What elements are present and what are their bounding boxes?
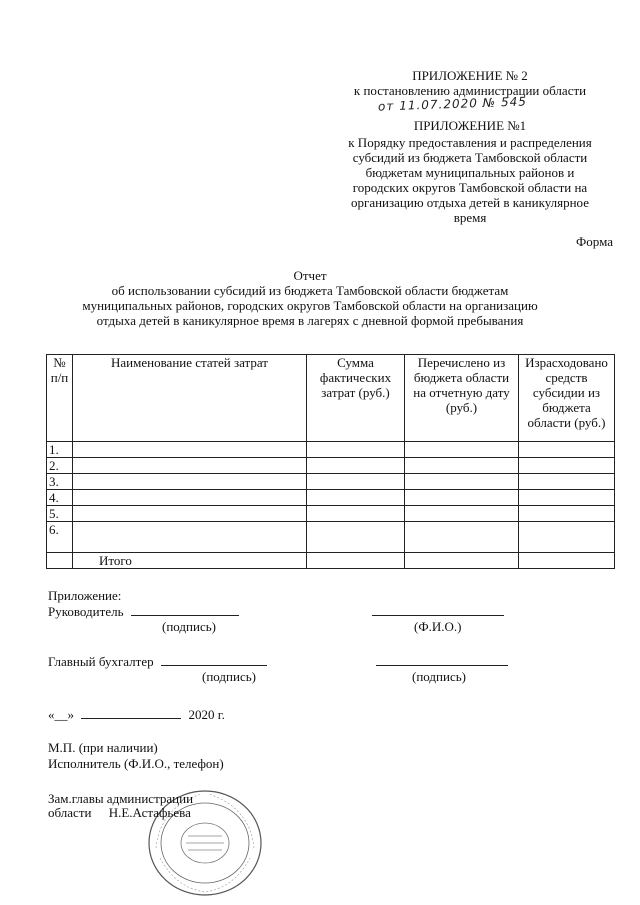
cell-spent[interactable]	[519, 474, 615, 490]
appendix-1-line: бюджетам муниципальных районов и	[365, 165, 575, 180]
total-spent[interactable]	[519, 553, 615, 569]
cell-transferred[interactable]	[405, 490, 519, 506]
date-month-field[interactable]	[81, 706, 181, 719]
cell-item[interactable]	[73, 442, 307, 458]
report-line: отдыха детей в каникулярное время в лагерях с дневной формой пребывания	[96, 313, 524, 328]
row-number: 1.	[47, 442, 73, 458]
table-row	[47, 506, 615, 522]
head-signature-caption: (подпись)	[162, 619, 216, 634]
head-signature-field[interactable]	[131, 603, 239, 616]
date-line	[48, 706, 225, 723]
date-day: «__»	[48, 707, 74, 722]
date-year: 2020 г.	[188, 707, 225, 722]
total-actual[interactable]	[307, 553, 405, 569]
cell-transferred[interactable]	[405, 474, 519, 490]
cell-actual[interactable]	[307, 458, 405, 474]
head-label: Руководитель	[48, 604, 124, 619]
appendix-1-line: к Порядку предоставления и распределения	[348, 135, 592, 150]
row-number: 4.	[47, 490, 73, 506]
cell-item[interactable]	[73, 490, 307, 506]
table-row	[47, 522, 615, 553]
handwritten-date: от 11.07.2020 № 545	[377, 94, 528, 114]
appendix-1-block	[330, 118, 610, 225]
col-header-actual-sum: Сумма фактических затрат (руб.)	[307, 355, 405, 442]
accountant-caption-left: (подпись)	[202, 669, 256, 684]
total-transferred[interactable]	[405, 553, 519, 569]
cell-spent[interactable]	[519, 442, 615, 458]
total-number-cell	[47, 553, 73, 569]
cell-transferred[interactable]	[405, 522, 519, 553]
col-header-transferred: Перечислено из бюджета области на отчетную дату (руб.)	[405, 355, 519, 442]
appendix-1-line: субсидий из бюджета Тамбовской области	[352, 150, 588, 165]
deputy-name: Н.Е.Астафьева	[108, 805, 191, 820]
accountant-caption-right: (подпись)	[412, 669, 466, 684]
report-title: Отчет	[293, 268, 327, 283]
row-number: 5.	[47, 506, 73, 522]
expense-table	[46, 354, 615, 569]
appendix-2-block	[330, 68, 610, 98]
cell-transferred[interactable]	[405, 506, 519, 522]
deputy-block	[48, 792, 193, 820]
accountant-label: Главный бухгалтер	[48, 654, 154, 669]
deputy-region-line	[48, 806, 193, 820]
cell-actual[interactable]	[307, 474, 405, 490]
table-row	[47, 458, 615, 474]
appendix-1-line: организацию отдыха детей в каникулярное	[351, 195, 589, 210]
appendix-2-title: ПРИЛОЖЕНИЕ № 2	[412, 68, 528, 83]
stamp-place: М.П. (при наличии)	[48, 740, 158, 755]
cell-item[interactable]	[73, 506, 307, 522]
appendix-2-subtitle: к постановлению администрации области	[353, 83, 587, 98]
table-row	[47, 442, 615, 458]
row-number: 3.	[47, 474, 73, 490]
cell-spent[interactable]	[519, 458, 615, 474]
cell-transferred[interactable]	[405, 458, 519, 474]
deputy-region: области	[48, 805, 92, 820]
cell-transferred[interactable]	[405, 442, 519, 458]
accountant-second-field[interactable]	[376, 653, 508, 666]
col-header-number: № п/п	[47, 355, 73, 442]
table-row	[47, 490, 615, 506]
appendix-1-title: ПРИЛОЖЕНИЕ №1	[413, 118, 527, 133]
cell-actual[interactable]	[307, 522, 405, 553]
report-title-block	[40, 268, 580, 328]
cell-spent[interactable]	[519, 522, 615, 553]
cell-item[interactable]	[73, 522, 307, 553]
executor-label: Исполнитель (Ф.И.О., телефон)	[48, 756, 224, 771]
table-total-row	[47, 553, 615, 569]
cell-actual[interactable]	[307, 442, 405, 458]
cell-spent[interactable]	[519, 506, 615, 522]
form-label: Форма	[576, 234, 613, 249]
deputy-title: Зам.главы администрации	[48, 791, 194, 806]
cell-actual[interactable]	[307, 490, 405, 506]
col-header-spent: Израсходовано средств субсидии из бюджета области (руб.)	[519, 355, 615, 442]
appendix-1-line: городских округов Тамбовской области на	[352, 180, 588, 195]
cell-actual[interactable]	[307, 506, 405, 522]
total-label: Итого	[73, 553, 307, 569]
appendix-1-line: время	[453, 210, 487, 225]
attachment-label: Приложение:	[48, 588, 122, 603]
table-row	[47, 474, 615, 490]
head-signature-line	[48, 603, 239, 620]
cell-item[interactable]	[73, 458, 307, 474]
row-number: 2.	[47, 458, 73, 474]
row-number: 6.	[47, 522, 73, 553]
cell-item[interactable]	[73, 474, 307, 490]
head-fio-field[interactable]	[372, 603, 504, 616]
col-header-item: Наименование статей затрат	[73, 355, 307, 442]
head-fio-caption: (Ф.И.О.)	[414, 619, 462, 634]
report-line: муниципальных районов, городских округов Тамбовской области на организацию	[82, 298, 538, 313]
accountant-signature-line	[48, 653, 267, 670]
report-line: об использовании субсидий из бюджета Тамбовской области бюджетам	[111, 283, 509, 298]
cell-spent[interactable]	[519, 490, 615, 506]
table-header-row	[47, 355, 615, 442]
accountant-signature-field[interactable]	[161, 653, 267, 666]
